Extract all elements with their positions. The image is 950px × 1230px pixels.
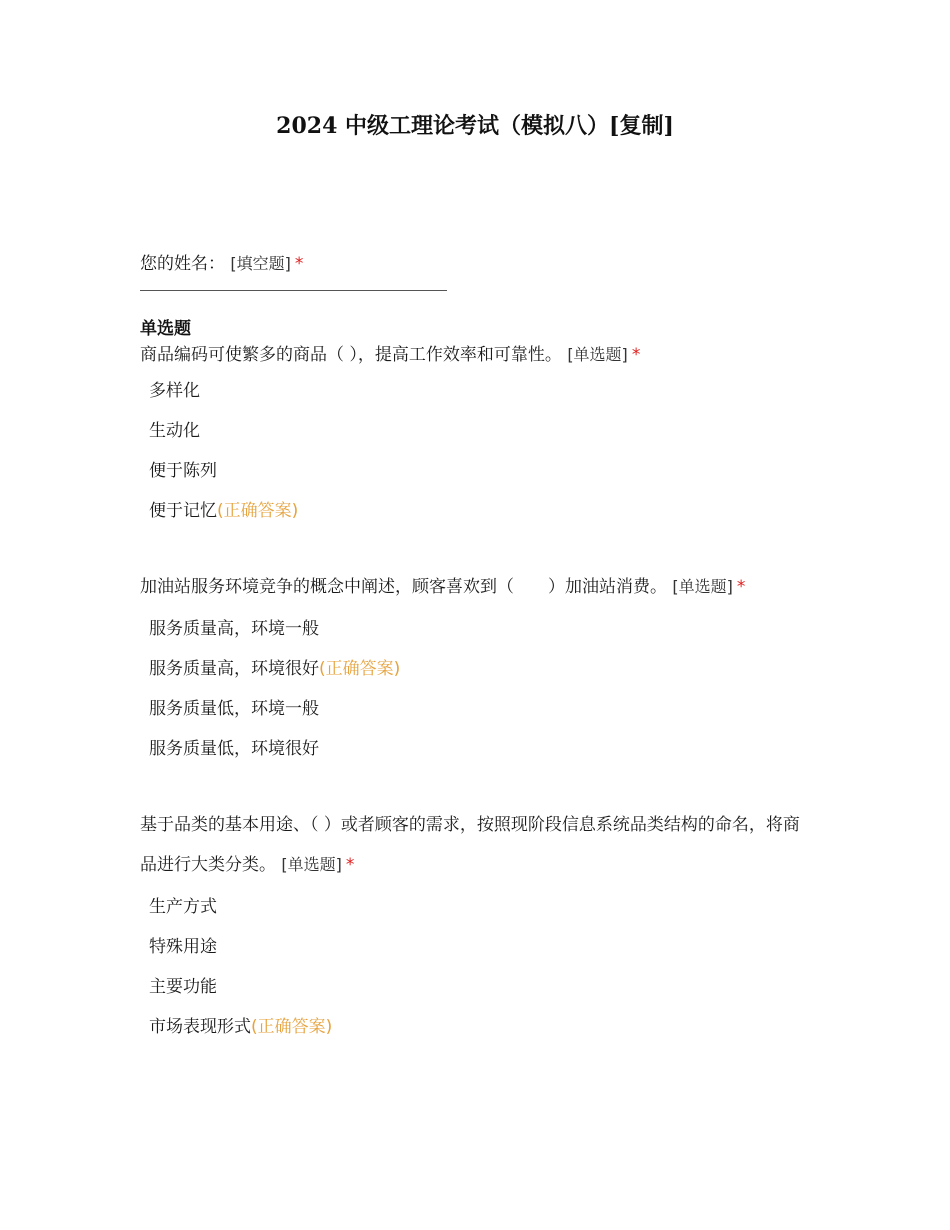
option-item[interactable]: [140, 371, 810, 411]
option-list: [140, 609, 810, 769]
correct-answer-note: (正确答案): [319, 659, 401, 679]
question-stem: [140, 567, 810, 607]
question-1: [140, 341, 810, 531]
question-stem-text: 基于品类的基本用途、（ ）或者顾客的需求，按照现阶段信息系统品类结构的命名，将商品进行大类分类。: [140, 815, 800, 875]
option-item[interactable]: [140, 649, 810, 689]
option-item[interactable]: [140, 927, 810, 967]
question-type-tag: [填空题]: [230, 254, 291, 273]
question-3: [140, 805, 810, 1047]
correct-answer-note: (正确答案): [251, 1017, 333, 1037]
option-item[interactable]: [140, 491, 810, 531]
section-title: 单选题: [140, 319, 191, 339]
option-text: 服务质量低，环境很好: [149, 739, 319, 759]
option-item[interactable]: [140, 1007, 810, 1047]
question-2: [140, 567, 810, 769]
option-text: 便于陈列: [149, 461, 217, 481]
option-item[interactable]: [140, 887, 810, 927]
option-text: 多样化: [149, 381, 200, 401]
question-stem: [140, 341, 810, 369]
question-stem-text: 商品编码可使繁多的商品（ ），提高工作效率和可靠性。: [140, 345, 562, 365]
required-mark: *: [294, 254, 304, 274]
required-mark: *: [631, 345, 641, 365]
option-text: 主要功能: [149, 977, 217, 997]
question-type-tag: [单选题]: [567, 345, 628, 364]
name-question: [140, 248, 810, 280]
option-text: 服务质量低，环境一般: [149, 699, 319, 719]
page-title: 2024 中级工理论考试（模拟八）[复制]: [276, 113, 674, 139]
name-question-label: 您的姓名：: [140, 254, 225, 274]
option-item[interactable]: [140, 967, 810, 1007]
question-stem: [140, 805, 810, 885]
required-mark: *: [736, 577, 746, 597]
option-list: [140, 371, 810, 531]
option-item[interactable]: [140, 451, 810, 491]
option-item[interactable]: [140, 609, 810, 649]
option-text: 特殊用途: [149, 937, 217, 957]
option-list: [140, 887, 810, 1047]
option-text: 生产方式: [149, 897, 217, 917]
option-item[interactable]: [140, 411, 810, 451]
name-answer-blank[interactable]: [140, 290, 447, 291]
option-item[interactable]: [140, 729, 810, 769]
option-text: 服务质量高，环境一般: [149, 619, 319, 639]
correct-answer-note: (正确答案): [217, 501, 299, 521]
required-mark: *: [345, 855, 355, 875]
question-type-tag: [单选题]: [281, 855, 342, 874]
question-stem-text: 加油站服务环境竞争的概念中阐述，顾客喜欢到（ ）加油站消费。: [140, 577, 667, 597]
option-text: 服务质量高，环境很好: [149, 659, 319, 679]
question-type-tag: [单选题]: [672, 577, 733, 596]
option-text: 便于记忆: [149, 501, 217, 521]
option-item[interactable]: [140, 689, 810, 729]
option-text: 生动化: [149, 421, 200, 441]
option-text: 市场表现形式: [149, 1017, 251, 1037]
survey-content: [140, 248, 810, 1047]
